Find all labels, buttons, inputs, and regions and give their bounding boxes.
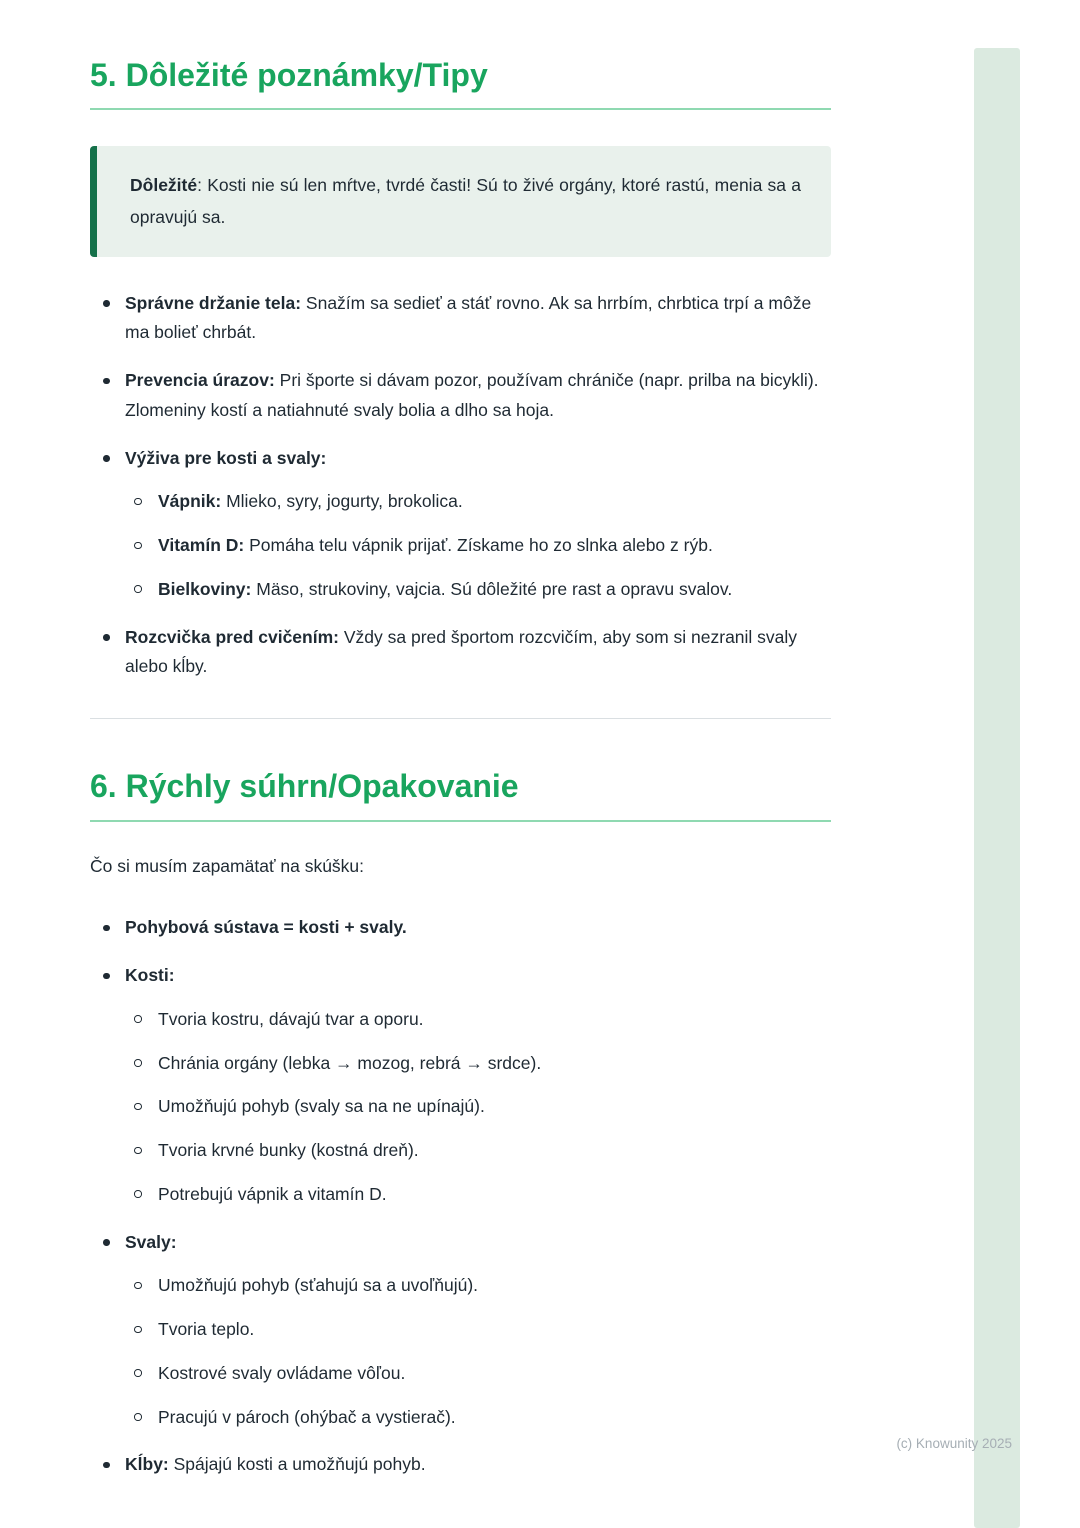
section-important-notes (90, 0, 831, 682)
sub-list-item (125, 1092, 831, 1122)
important-callout (90, 146, 831, 256)
list-item (90, 1450, 831, 1480)
sub-list (125, 1271, 831, 1432)
page-edge-strip (974, 48, 1020, 1528)
callout-lead-bold: Dôležité (130, 175, 198, 196)
list-item-text: Tvoria teplo. (158, 1319, 255, 1340)
list-item-text: Kosti: (125, 965, 175, 986)
callout-text (130, 170, 801, 232)
list-item-text: Správne držanie tela: Snažím sa sedieť a stáť rovno. Ak sa hrrbím, chrbtica trpí a môže ma bolieť chrbát. (125, 292, 812, 343)
list-item (90, 366, 831, 426)
sub-list-item (125, 487, 831, 517)
list-item-text: Chránia orgány (lebka → mozog, rebrá → srdce). (158, 1052, 542, 1073)
list-item-text: Výživa pre kosti a svaly: (125, 447, 327, 468)
list-item-text: Bielkoviny: Mäso, strukoviny, vajcia. Sú dôležité pre rast a opravu svalov. (158, 578, 733, 599)
list-item (90, 913, 831, 943)
list-item (90, 623, 831, 683)
list-item-text: Prevencia úrazov: Pri športe si dávam pozor, používam chrániče (napr. prilba na bicykli). Zlomeniny kostí a natiahnuté svaly bolia a dlho sa hoja. (125, 370, 819, 420)
sub-list-item (125, 1315, 831, 1345)
sub-list (125, 487, 831, 604)
list-item-text: Umožňujú pohyb (svaly sa na ne upínajú). (158, 1096, 485, 1117)
list-item (90, 961, 831, 1210)
section-title-notes: 5. Dôležité poznámky/Tipy (90, 57, 488, 93)
sub-list-item (125, 1136, 831, 1166)
list-item-text: Umožňujú pohyb (sťahujú sa a uvoľňujú). (158, 1275, 479, 1296)
notes-bullet-list (90, 289, 831, 683)
section-title-summary: 6. Rýchly súhrn/Opakovanie (90, 768, 519, 805)
list-item-text: Kĺby: Spájajú kosti a umožňujú pohyb. (125, 1454, 426, 1475)
list-item-text: Kostrové svaly ovládame vôľou. (158, 1362, 406, 1383)
list-item (90, 444, 831, 605)
sub-list-item (125, 1049, 831, 1079)
section-divider (90, 718, 831, 719)
list-item (90, 289, 831, 349)
summary-bullet-list (90, 913, 831, 1480)
callout-body: : Kosti nie sú len mŕtve, tvrdé časti! Sú to živé orgány, ktoré rastú, menia sa a opravujú sa. (130, 175, 801, 227)
sub-list-item (125, 575, 831, 605)
section-summary (90, 767, 831, 1480)
document-content (90, 0, 831, 1498)
list-item-text: Svaly: (125, 1231, 177, 1252)
list-item (90, 1228, 831, 1433)
list-item-text: Vitamín D: Pomáha telu vápnik prijať. Získame ho zo slnka alebo z rýb. (158, 535, 713, 556)
sub-list-item (125, 1403, 831, 1433)
sub-list-item (125, 1359, 831, 1389)
sub-list-item (125, 1005, 831, 1035)
sub-list (125, 1005, 831, 1210)
list-item-text: Pohybová sústava = kosti + svaly. (125, 917, 407, 938)
copyright: (c) Knowunity 2025 (896, 1436, 1012, 1451)
sub-list-item (125, 1271, 831, 1301)
summary-intro: Čo si musím zapamätať na skúšku: (90, 855, 365, 876)
list-item-text: Potrebujú vápnik a vitamín D. (158, 1183, 387, 1204)
title-underline (90, 820, 831, 822)
list-item-text: Tvoria krvné bunky (kostná dreň). (158, 1140, 419, 1161)
list-item-text: Tvoria kostru, dávajú tvar a oporu. (158, 1008, 424, 1029)
sub-list-item (125, 531, 831, 561)
list-item-text: Rozcvička pred cvičením: Vždy sa pred športom rozcvičím, aby som si nezranil svaly alebo kĺby. (125, 626, 798, 677)
sub-list-item (125, 1180, 831, 1210)
list-item-text: Vápnik: Mlieko, syry, jogurty, brokolica. (158, 491, 463, 512)
title-underline (90, 108, 831, 110)
list-item-text: Pracujú v pároch (ohýbač a vystierač). (158, 1406, 456, 1427)
